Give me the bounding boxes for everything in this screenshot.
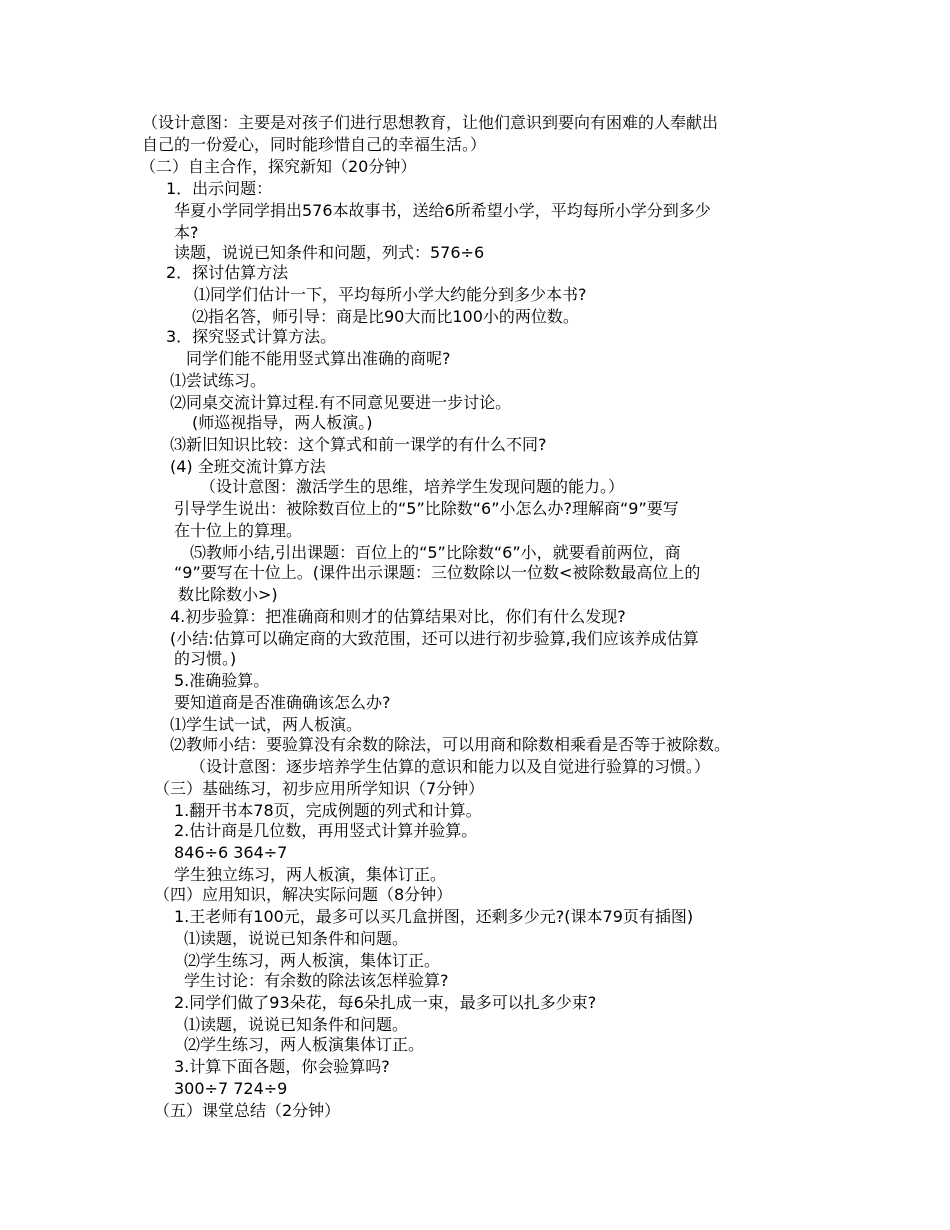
- guide-line-1: 引导学生说出：被除数百位上的“5”比除数“6”小怎么办?理解商“9”要写: [174, 499, 679, 518]
- section-4-exercises: 300÷7 724÷9: [174, 1079, 288, 1098]
- section-4-discussion: 学生讨论：有余数的除法该怎样验算?: [184, 971, 449, 990]
- step-5-item-1: ⑴学生试一试，两人板演。: [170, 715, 363, 734]
- section-4-problem-3: 3.计算下面各题，你会验算吗?: [174, 1057, 390, 1076]
- teacher-summary-line-1: ⑸教师小结,引出课题：百位上的“5”比除数“6”小，就要看前两位，商: [190, 543, 681, 562]
- step-3-heading: 3．探究竖式计算方法。: [166, 327, 337, 346]
- step-2-item-1: ⑴同学们估计一下，平均每所小学大约能分到多少本书?: [194, 285, 587, 304]
- step-3-item-2-note: (师巡视指导，两人板演。): [192, 413, 373, 432]
- step-2-heading: 2．探讨估算方法: [166, 263, 289, 282]
- section-4-problem-1-item-1: ⑴读题，说说已知条件和问题。: [184, 929, 409, 948]
- teacher-summary-line-2: “9”要写在十位上。(课件出示课题：三位数除以一位数<被除数最高位上的: [174, 563, 701, 582]
- design-intent-line-2: 自己的一份爱心，同时能珍惜自己的幸福生活。）: [142, 135, 487, 154]
- teacher-summary-line-3: 数比除数小>): [178, 585, 278, 604]
- section-3-item-2: 2.估计商是几位数，再用竖式计算并验算。: [174, 821, 478, 840]
- step-5-heading: 5.准确验算。: [174, 671, 270, 690]
- section-4-heading: （四）应用知识，解决实际问题（8分钟）: [154, 885, 453, 904]
- step-4-summary-line-1: (小结:估算可以确定商的大致范围，还可以进行初步验算,我们应该养成估算: [170, 629, 699, 648]
- section-3-exercises: 846÷6 364÷7: [174, 843, 288, 862]
- step-1-heading: 1．出示问题：: [166, 179, 273, 198]
- section-3-heading: （三）基础练习，初步应用所学知识（7分钟）: [154, 779, 485, 798]
- step-4-summary-line-2: 的习惯。): [174, 649, 237, 668]
- section-4-problem-2: 2.同学们做了93朵花，每6朵扎成一束，最多可以扎多少束?: [174, 993, 597, 1012]
- section-4-problem-1-item-2: ⑵学生练习，两人板演，集体订正。: [184, 951, 441, 970]
- section-3-practice: 学生独立练习，两人板演，集体订正。: [174, 865, 447, 884]
- step-4-heading: 4.初步验算：把准确商和则才的估算结果对比，你们有什么发现?: [170, 607, 626, 626]
- step-5-question: 要知道商是否准确确该怎么办?: [174, 693, 391, 712]
- design-intent-3: （设计意图：逐步培养学生估算的意识和能力以及自觉进行验算的习惯。）: [190, 757, 711, 776]
- step-3-item-4: (4) 全班交流计算方法: [170, 457, 326, 476]
- step-3-item-1: ⑴尝试练习。: [170, 371, 267, 390]
- step-3-item-3: ⑶新旧知识比较：这个算式和前一课学的有什么不同?: [170, 435, 547, 454]
- design-intent-line-1: （设计意图：主要是对孩子们进行思想教育，让他们意识到要向有困难的人奉献出: [142, 113, 719, 132]
- step-3-item-2: ⑵同桌交流计算过程.有不同意见要进一步讨论。: [170, 393, 512, 412]
- design-intent-2: （设计意图：激活学生的思维，培养学生发现问题的能力。）: [200, 477, 625, 496]
- problem-text-line-2: 本?: [174, 223, 199, 242]
- section-5-heading: （五）课堂总结（2分钟）: [154, 1101, 341, 1120]
- step-5-item-2: ⑵教师小结：要验算没有余数的除法，可以用商和除数相乘看是否等于被除数。: [170, 735, 731, 754]
- problem-text-line-1: 华夏小学同学捐出576本故事书，送给6所希望小学，平均每所小学分到多少: [174, 201, 711, 220]
- step-3-question: 同学们能不能用竖式算出准确的商呢?: [186, 349, 451, 368]
- step-2-item-2: ⑵指名答，师引导：商是比90大而比100小的两位数。: [192, 307, 579, 326]
- read-problem-line: 读题，说说已知条件和问题，列式：576÷6: [174, 243, 485, 262]
- section-4-problem-1: 1.王老师有100元，最多可以买几盒拼图，还剩多少元?(课本79页有插图): [174, 907, 694, 926]
- section-4-problem-2-item-2: ⑵学生练习，两人板演集体订正。: [184, 1035, 425, 1054]
- guide-line-2: 在十位上的算理。: [174, 521, 303, 540]
- section-3-item-1: 1.翻开书本78页，完成例题的列式和计算。: [174, 801, 482, 820]
- section-2-heading: （二）自主合作，探究新知（20分钟）: [140, 157, 417, 176]
- section-4-problem-2-item-1: ⑴读题，说说已知条件和问题。: [184, 1015, 409, 1034]
